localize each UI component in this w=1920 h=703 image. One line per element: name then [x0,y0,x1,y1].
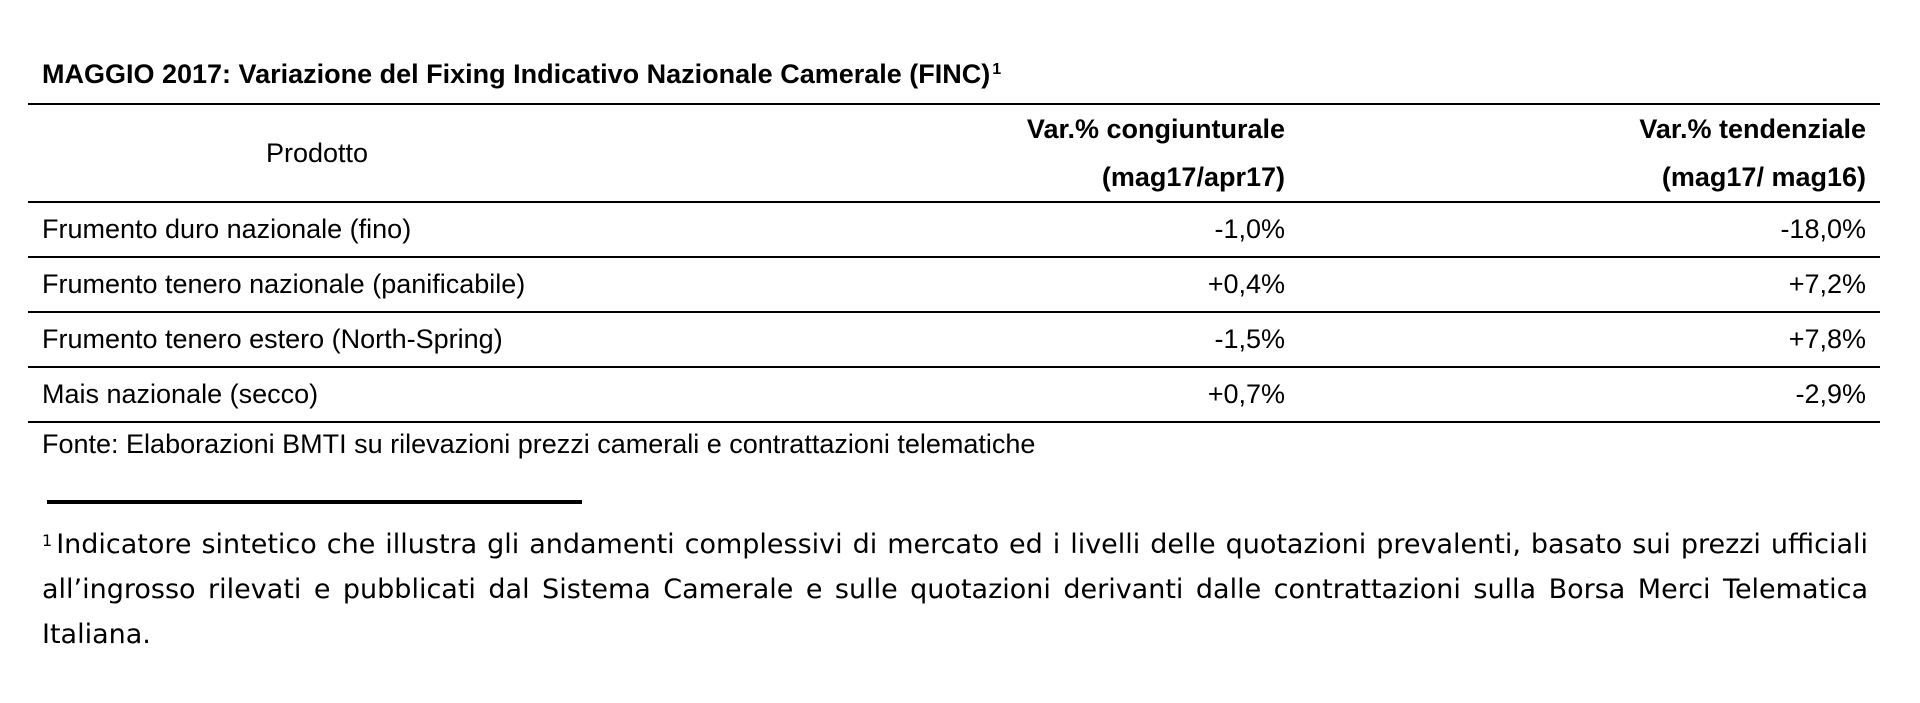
table-row [28,202,1880,257]
table-row [28,257,1880,312]
row-var-congiunturale: +0,7% [1207,379,1285,409]
row-product: Frumento tenero estero (North-Spring) [42,324,503,354]
row-var-congiunturale: -1,0% [1214,214,1285,244]
row-var-congiunturale: -1,5% [1214,324,1285,354]
row-var-tendenziale: +7,2% [1788,269,1866,299]
table-title [42,57,1001,91]
header-var-tendenziale [1299,104,1880,202]
row-var-congiunturale: +0,4% [1207,269,1285,299]
table-row [28,367,1880,422]
footnote-marker: 1 [42,531,53,550]
header-var-congiunturale-label: Var.% congiunturale [1026,114,1285,144]
row-product: Frumento duro nazionale (fino) [42,214,412,244]
row-var-tendenziale: -2,9% [1795,379,1866,409]
row-var-tendenziale: -18,0% [1780,214,1866,244]
source-note: Fonte: Elaborazioni BMTI su rilevazioni prezzi camerali e contrattazioni telematiche [42,429,1036,459]
footnote [42,522,1868,657]
row-product: Mais nazionale (secco) [42,379,319,409]
header-var-tendenziale-label: Var.% tendenziale [1639,114,1866,144]
footnote-text: Indicatore sintetico che illustra gli andamenti complessivi di mercato ed i livelli delle quotazioni prevalenti, basato sui prezzi ufficiali all’ingrosso rilevati e pubblicati dal Sistema Camerale e sulle quotazioni derivanti dalle contrattazioni sulla Borsa Merci Telematica Italiana. [42,529,1868,650]
header-var-congiunturale-period: (mag17/apr17) [1101,162,1285,192]
row-product: Frumento tenero nazionale (panificabile) [42,269,526,299]
footnote-reference: 1 [992,61,1002,78]
header-var-tendenziale-period: (mag17/ mag16) [1661,162,1866,192]
finc-table [28,103,1880,423]
table-header-row [28,104,1880,202]
table-title-text: MAGGIO 2017: Variazione del Fixing Indicativo Nazionale Camerale (FINC) [42,59,991,89]
header-prodotto: Prodotto [265,138,369,168]
table-row [28,312,1880,367]
header-var-congiunturale [606,104,1299,202]
row-var-tendenziale: +7,8% [1788,324,1866,354]
footnote-separator [47,500,582,504]
